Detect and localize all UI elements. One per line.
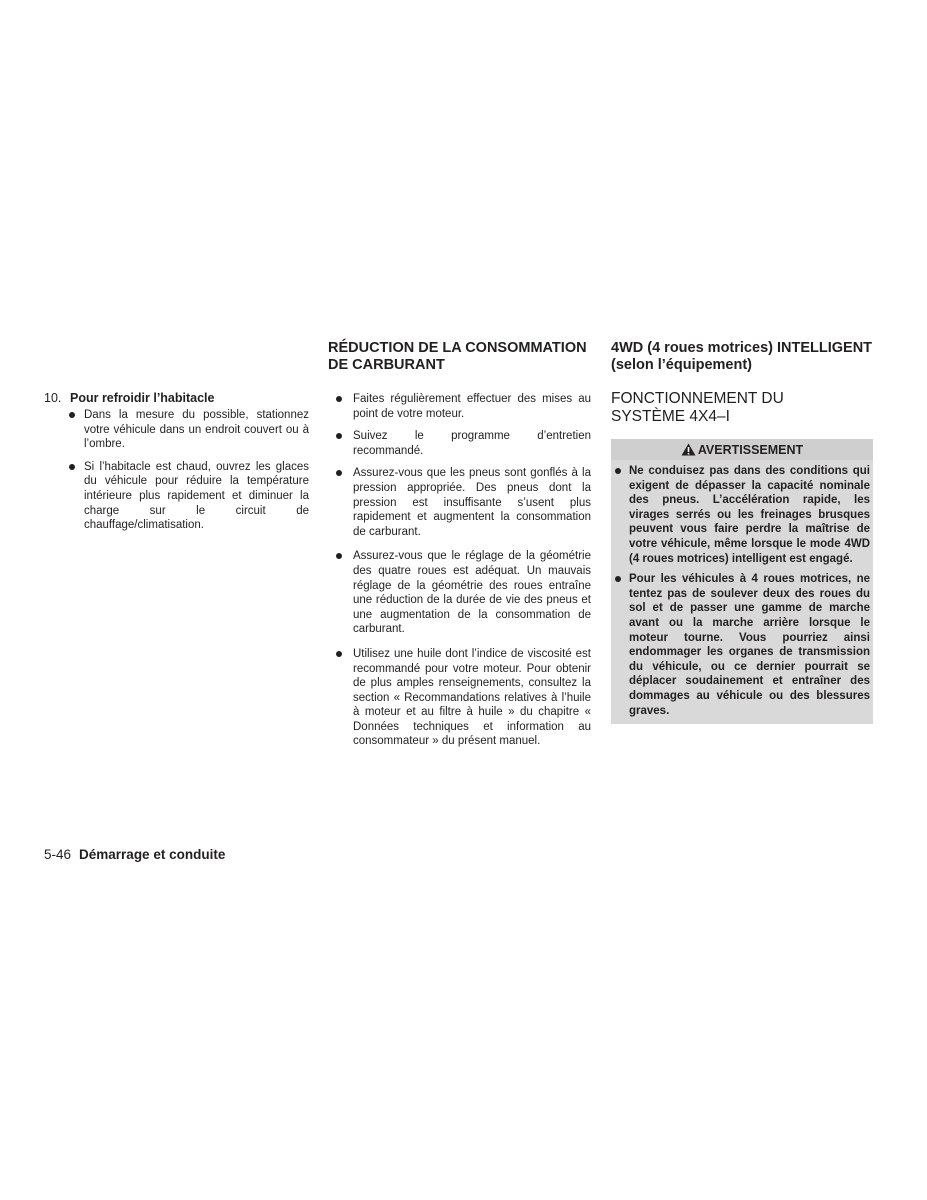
bullet-icon <box>615 468 621 474</box>
bullet-icon <box>336 553 342 559</box>
item-number: 10. <box>44 391 62 405</box>
list-item: Si l’habitacle est chaud, ouvrez les glaces du véhicule pour réduire la température intérieure plus rapidement et diminuer la charge sur le circuit de chauffage/climatisation. <box>44 460 309 533</box>
page-footer <box>44 846 225 864</box>
list-item: Pour les véhicules à 4 roues motrices, ne tentez pas de soulever deux des roues du sol et de passer une gamme de marche avant ou la marche arrière lorsque le moteur tourne. Vous pourriez ainsi endommager les organes de transmission du véhicule, ou ce dernier pourrait se déplacer soudainement et entraîner des dommages au véhicule ou des blessures graves. <box>611 572 873 718</box>
warning-list <box>611 460 873 718</box>
bullet-icon <box>69 412 75 418</box>
list-item: Dans la mesure du possible, stationnez votre véhicule dans un endroit couvert ou à l’ombre. <box>44 408 309 452</box>
numbered-heading <box>44 390 309 406</box>
bullet-icon <box>336 433 342 439</box>
list-item: Faites régulièrement effectuer des mises au point de votre moteur. <box>328 392 591 421</box>
sub-title: FONCTIONNEMENT DU SYSTÈME 4X4–I <box>611 390 784 425</box>
list-item: Suivez le programme d’entretien recommandé. <box>328 429 591 458</box>
column-right <box>611 340 874 724</box>
warning-triangle-icon <box>681 443 696 456</box>
list-item: Assurez-vous que les pneus sont gonflés à la pression appropriée. Des pneus dont la pression est insuffisante s’usent plus rapidement et augmentent la consommation de carburant. <box>328 466 591 539</box>
bullet-icon <box>336 651 342 657</box>
list-item: Ne conduisez pas dans des conditions qui exigent de dépasser la capacité nominale des pneus. L’accélération rapide, les virages serrés ou les freinages brusques peuvent vous faire perdre la maîtrise de votre véhicule, même lorsque le mode 4WD (4 roues motrices) intelligent est engagé. <box>611 464 873 566</box>
warning-heading: AVERTISSEMENT <box>611 439 873 460</box>
section-title: RÉDUCTION DE LA CONSOMMATION DE CARBURANT <box>328 340 587 373</box>
chapter-title: Démarrage et conduite <box>79 847 226 862</box>
bullet-list <box>328 392 591 749</box>
warning-box <box>611 439 873 724</box>
bullet-icon <box>69 464 75 470</box>
item-heading: Pour refroidir l’habitacle <box>70 391 215 405</box>
bullet-list <box>44 408 309 533</box>
page-number: 5-46 <box>44 847 72 862</box>
list-item: Utilisez une huile dont l’indice de viscosité est recommandé pour votre moteur. Pour obtenir de plus amples renseignements, consultez la section « Recommandations relatives à l’huile à moteur et au filtre à huile » du chapitre « Données techniques et information au consommateur » du présent manuel. <box>328 647 591 749</box>
column-left <box>44 390 309 541</box>
bullet-icon <box>336 470 342 476</box>
column-middle <box>328 340 591 757</box>
list-item: Assurez-vous que le réglage de la géométrie des quatre roues est adéquat. Un mauvais réglage de la géométrie des roues entraîne une réduction de la durée de vie des pneus et une augmentation de la consommation de carburant. <box>328 549 591 637</box>
section-title: 4WD (4 roues motrices) INTELLIGENT (selon l’équipement) <box>611 340 873 373</box>
bullet-icon <box>336 396 342 402</box>
bullet-icon <box>615 576 621 582</box>
